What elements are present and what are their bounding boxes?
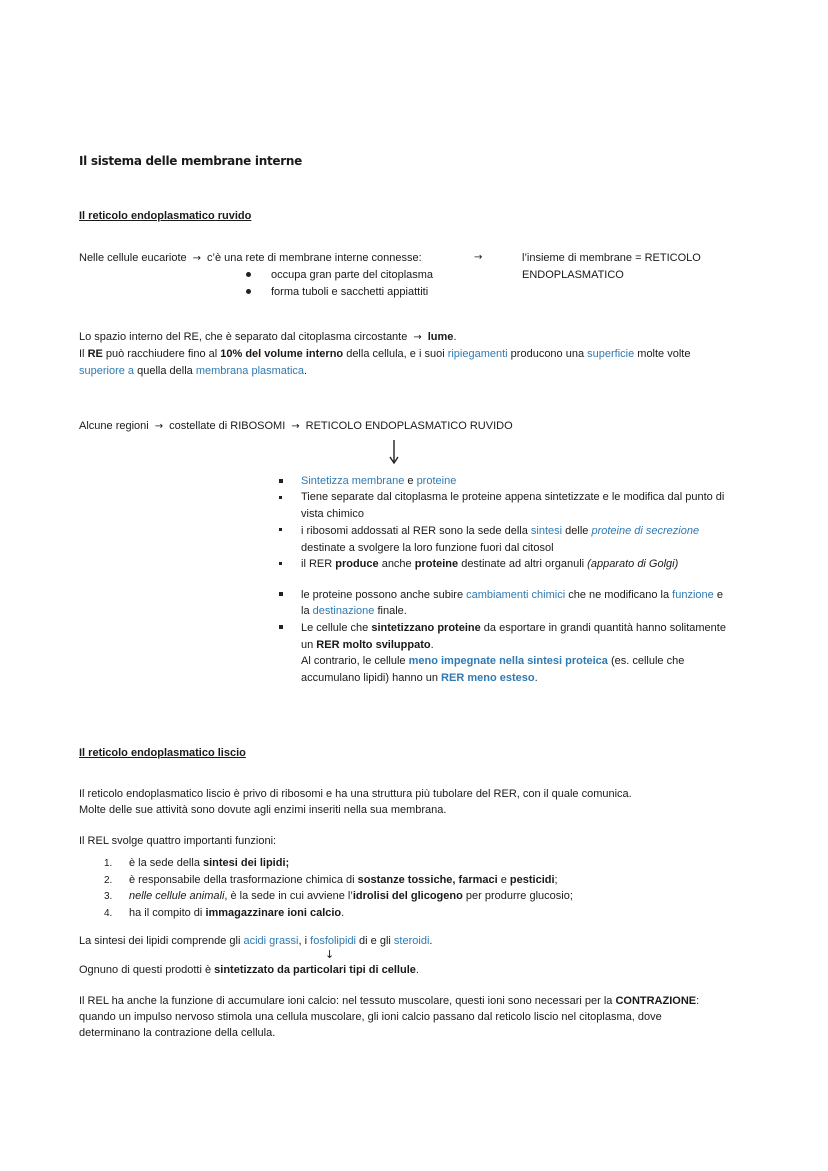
f4-produce: produce	[335, 558, 379, 570]
rel-products-line	[79, 962, 419, 979]
p2-a: Il	[79, 348, 88, 360]
flow-b: costellate di RIBOSOMI	[169, 420, 286, 432]
f6-rer-meno-esteso: RER meno esteso	[441, 672, 535, 684]
i4-c: .	[341, 907, 345, 919]
intro-text-c2: ENDOPLASMATICO	[522, 269, 624, 281]
f6-l4c: .	[534, 672, 538, 684]
rer-heading: Il reticolo endoplasmatico ruvido	[79, 210, 252, 222]
i3-b: , è la sede in cui avviene l’	[224, 890, 353, 902]
rer-flow-line	[79, 418, 513, 436]
f4-proteine: proteine	[414, 558, 459, 570]
f3-sintesi: sintesi	[530, 525, 563, 537]
rer-bullet-1: occupa gran parte del citoplasma	[271, 269, 434, 281]
rel-paragraph-2: Molte delle sue attività sono dovute agli enzimi inseriti nella sua membrana.	[79, 804, 447, 816]
rel-item-4	[129, 905, 344, 922]
rel-item-3	[129, 888, 573, 905]
f6-l3c: (es. cellule che	[607, 655, 685, 667]
f6-sintetizzano: sintetizzano proteine	[371, 622, 481, 634]
i2-sostanze: sostanze tossiche, farmaci	[357, 874, 498, 886]
bullet-square	[279, 562, 282, 565]
rel-paragraph-3: Il REL svolge quattro importanti funzioni:	[79, 835, 277, 847]
arrow-right-icon: →	[192, 253, 202, 264]
l1-e: di e gli	[356, 935, 394, 947]
bullet-dot	[246, 289, 251, 294]
i3-animali: nelle cellule animali	[129, 890, 225, 902]
p2-ripiegamenti: ripiegamenti	[447, 348, 508, 360]
rer-feature-6-l2	[301, 637, 434, 654]
i2-e: ;	[554, 874, 558, 886]
f1-membrane: Sintetizza membrane	[301, 475, 405, 487]
list-number: 4.	[104, 908, 113, 919]
intro-text-a: Nelle cellule eucariote	[79, 252, 187, 264]
flow-a: Alcune regioni	[79, 420, 149, 432]
rer-feature-3-l2: destinate a svolgere la loro funzione fuori dal citosol	[301, 542, 554, 554]
f4-e: destinate ad altri organuli	[458, 558, 588, 570]
f5-l2c: finale.	[374, 605, 407, 617]
rer-intro-line	[79, 250, 422, 268]
l2-c: .	[415, 964, 419, 976]
l2-a: Ognuno di questi prodotti è	[79, 964, 215, 976]
f6-c: da esportare in grandi quantità hanno solitamente	[480, 622, 726, 634]
rer-feature-4	[301, 556, 678, 573]
f4-a: il RER	[301, 558, 336, 570]
rer-bullet-2: forma tuboli e sacchetti appiattiti	[271, 286, 429, 298]
arrow-down-icon	[388, 440, 400, 466]
flow-c: RETICOLO ENDOPLASMATICO RUVIDO	[305, 420, 513, 432]
arrow-right-icon: →	[154, 421, 164, 432]
p1-lume: lume	[427, 331, 454, 343]
rer-feature-6-l4	[301, 670, 538, 687]
c1-c: :	[696, 995, 700, 1007]
rel-paragraph-1: Il reticolo endoplasmatico liscio è privo di ribosomi e ha una struttura più tubolare del RER, con il quale comunica.	[79, 788, 632, 800]
f5-c: che ne modificano la	[565, 589, 673, 601]
rer-feature-1	[301, 473, 456, 490]
f3-a: i ribosomi addossati al RER sono la sede della	[301, 525, 531, 537]
bullet-square	[279, 625, 283, 629]
f4-c: anche	[378, 558, 415, 570]
f5-e: e	[713, 589, 723, 601]
i4-ioni: immagazzinare ioni calcio	[205, 907, 342, 919]
f1-e: e	[404, 475, 417, 487]
rel-calcium-l3: determinano la contrazione della cellula.	[79, 1027, 276, 1039]
rel-lipids-line	[79, 933, 432, 950]
f3-c: delle	[562, 525, 592, 537]
p3-superiore: superiore a	[79, 365, 135, 377]
i1-lipidi: sintesi dei lipidi;	[203, 857, 290, 869]
c1-a: Il REL ha anche la funzione di accumulare ioni calcio: nel tessuto muscolare, questi ioni sono necessari per la	[79, 995, 616, 1007]
rer-paragraph-3	[79, 363, 307, 380]
l1-steroidi: steroidi	[393, 935, 430, 947]
f6-meno-impegnate: meno impegnate nella sintesi proteica	[408, 655, 608, 667]
i2-pesticidi: pesticidi	[509, 874, 555, 886]
p3-d: .	[304, 365, 308, 377]
list-number: 3.	[104, 891, 113, 902]
f3-proteine-secrezione: proteine di secrezione	[591, 525, 700, 537]
l1-acidi-grassi: acidi grassi	[243, 935, 299, 947]
page-title: Il sistema delle membrane interne	[79, 154, 302, 168]
arrow-right-icon: →	[474, 252, 483, 263]
rer-feature-3-l1	[301, 523, 699, 540]
rel-calcium-l1	[79, 993, 699, 1010]
bullet-square	[279, 528, 282, 531]
rel-item-2	[129, 872, 558, 889]
l1-c: , i	[298, 935, 311, 947]
l1-g: .	[429, 935, 433, 947]
rel-calcium-l2: quando un impulso nervoso stimola una cellula muscolare, gli ioni calcio passano dal reticolo liscio nel citoplasma, dove	[79, 1011, 662, 1023]
f6-a: Le cellule che	[301, 622, 372, 634]
f6-rer-sviluppato: RER molto sviluppato	[316, 639, 431, 651]
p2-superficie: superficie	[587, 348, 635, 360]
rel-heading: Il reticolo endoplasmatico liscio	[79, 747, 246, 759]
p2-i: molte volte	[634, 348, 691, 360]
p2-g: producono una	[507, 348, 588, 360]
i1-a: è la sede della	[129, 857, 203, 869]
f5-l2a: la	[301, 605, 313, 617]
f6-l2a: un	[301, 639, 317, 651]
rel-item-1	[129, 855, 289, 872]
list-number: 2.	[104, 875, 113, 886]
p2-e: della cellula, e i suoi	[343, 348, 448, 360]
arrow-right-icon: →	[413, 332, 422, 343]
rer-feature-2-l1: Tiene separate dal citoplasma le proteine appena sintetizzate e le modifica dal punto di	[301, 491, 725, 503]
i3-idrolisi: idrolisi del glicogeno	[352, 890, 463, 902]
i4-a: ha il compito di	[129, 907, 206, 919]
f5-funzione: funzione	[672, 589, 714, 601]
rer-paragraph-2	[79, 346, 690, 363]
rer-feature-5-l2	[301, 603, 407, 620]
i2-c: e	[497, 874, 510, 886]
l1-a: La sintesi dei lipidi comprende gli	[79, 935, 244, 947]
f4-golgi: (apparato di Golgi)	[587, 558, 679, 570]
arrow-right-icon: →	[291, 421, 300, 432]
f6-l3a: Al contrario, le cellule	[301, 655, 409, 667]
p2-volume: 10% del volume interno	[220, 348, 344, 360]
intro-text-c: l’insieme di membrane = RETICOLO	[522, 252, 701, 264]
p2-re: RE	[87, 348, 103, 360]
bullet-square	[279, 496, 282, 499]
rer-paragraph-1: Lo spazio interno del RE, che è separato dal citoplasma circostante → lume.	[79, 331, 457, 343]
p1-text: Lo spazio interno del RE, che è separato dal citoplasma circostante	[79, 331, 408, 343]
rer-feature-6-l3	[301, 653, 684, 670]
f5-destinazione: destinazione	[312, 605, 375, 617]
f5-cambiamenti: cambiamenti chimici	[466, 589, 566, 601]
l2-sintetizzato: sintetizzato da particolari tipi di cellule	[214, 964, 416, 976]
rer-feature-6-l1	[301, 620, 726, 637]
p2-c: può racchiudere fino al	[102, 348, 221, 360]
arrow-down-icon: ↓	[325, 948, 335, 961]
f1-proteine: proteine	[416, 475, 457, 487]
f6-l4a: accumulano lipidi) hanno un	[301, 672, 442, 684]
f5-a: le proteine possono anche subire	[301, 589, 467, 601]
bullet-square	[279, 479, 283, 483]
p3-b: quella della	[134, 365, 196, 377]
i2-a: è responsabile della trasformazione chimica di	[129, 874, 358, 886]
p3-membrana: membrana plasmatica	[195, 365, 305, 377]
c1-contrazione: CONTRAZIONE	[615, 995, 697, 1007]
rer-feature-2-l2: vista chimico	[301, 508, 364, 520]
bullet-dot	[246, 272, 251, 277]
bullet-square	[279, 592, 283, 596]
i3-d: per produrre glucosio;	[462, 890, 573, 902]
l1-fosfolipidi: fosfolipidi	[310, 935, 356, 947]
rer-feature-5-l1	[301, 587, 723, 604]
intro-text-b: c’è una rete di membrane interne connesse:	[207, 252, 422, 264]
list-number: 1.	[104, 858, 113, 869]
f6-l2c: .	[430, 639, 434, 651]
